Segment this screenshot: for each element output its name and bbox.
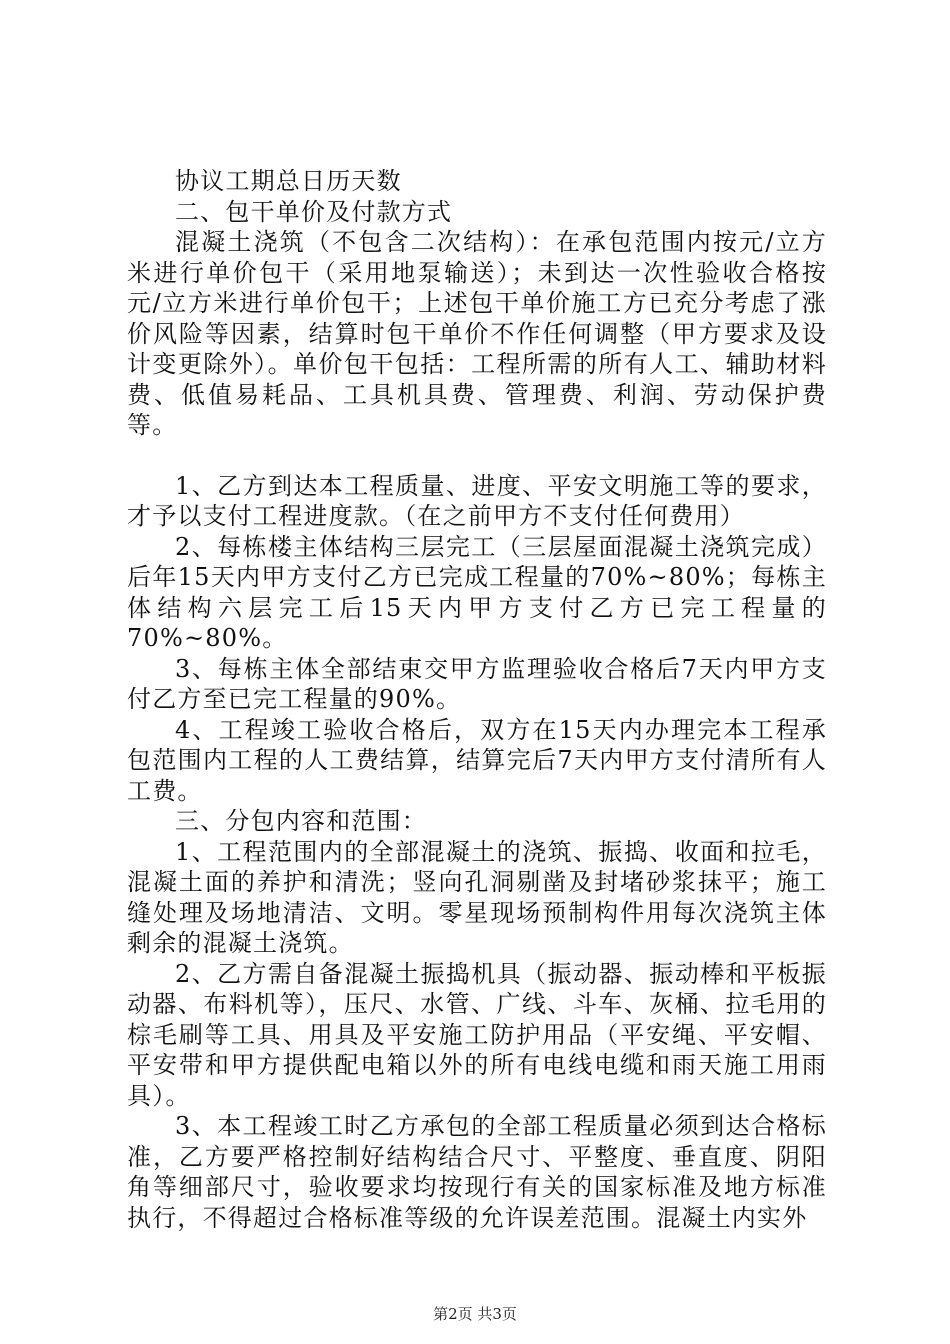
paragraph-concrete-pricing: 混凝土浇筑（不包含二次结构）：在承包范围内按元/立方米进行单价包干（采用地泵输送）；未到达一次性验收合格按元/立方米进行单价包干；上述包干单价施工方已充分考虑了涨价风险等因素，结算时包干单价不作任何调整（甲方要求及设计变更除外）。单价包干包括：工程所需的所有人工、辅助材料费、低值易耗品、工具机具费、管理费、利润、劳动保护费等。 (127, 228, 827, 439)
section-heading-scope: 三、分包内容和范围： (175, 807, 427, 835)
paragraph-payment-4: 4、工程竣工验收合格后，双方在15天内办理完本工程承包范围内工程的人工费结算，结算完后7天内甲方支付清所有人工费。 (127, 715, 827, 805)
paragraph-payment-3: 3、每栋主体全部结束交甲方监理验收合格后7天内甲方支付乙方至已完工程量的90%。 (127, 654, 827, 713)
paragraph-scope-1: 1、工程范围内的全部混凝土的浇筑、振捣、收面和拉毛，混凝土面的养护和清洗；竖向孔洞剔凿及封堵砂浆抹平；施工缝处理及场地清洁、文明。零星现场预制构件用每次浇筑主体剩余的混凝土浇筑。 (127, 837, 827, 957)
paragraph-payment-1: 1、乙方到达本工程质量、进度、平安文明施工等的要求，才予以支付工程进度款。（在之前甲方不支付任何费用） (127, 471, 827, 530)
paragraph-scope-3: 3、本工程竣工时乙方承包的全部工程质量必须到达合格标准，乙方要严格控制好结构结合尺寸、平整度、垂直度、阴阳角等细部尺寸，验收要求均按现行有关的国家标准及地方标准执行，不得超过合格标准等级的允许误差范围。混凝土内实外 (127, 1112, 827, 1232)
page-number-footer: 第2页 共3页 (433, 1305, 517, 1323)
section-heading-pricing: 二、包干单价及付款方式 (175, 197, 453, 226)
paragraph-scope-2: 2、乙方需自备混凝土振捣机具（振动器、振动棒和平板振动器、布料机等），压尺、水管、广线、斗车、灰桶、拉毛用的棕毛刷等工具、用具及平安施工防护用品（平安绳、平安帽、平安带和甲方提供配电箱以外的所有电线电缆和雨天施工用雨具）。 (127, 959, 827, 1110)
document-body (127, 166, 827, 1233)
paragraph-payment-2: 2、每栋楼主体结构三层完工（三层屋面混凝土浇筑完成）后年15天内甲方支付乙方已完成工程量的70%~80%；每栋主体结构六层完工后15天内甲方支付乙方已完工程量的70%~80%。 (127, 532, 827, 652)
paragraph-schedule: 协议工期总日历天数 (175, 167, 402, 195)
